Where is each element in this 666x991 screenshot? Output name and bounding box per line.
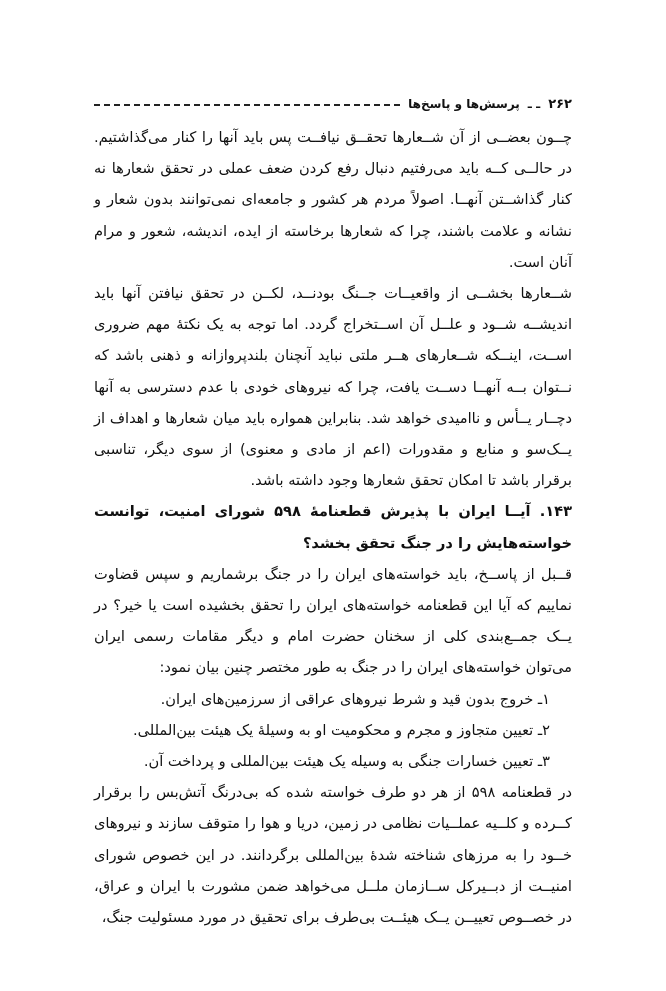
list-item-2: ۲ـ تعیین متجاوز و مجرم و محکومیت او به وسیلهٔ یک هیئت بین‌المللی. [132,721,550,739]
paragraph-1: چــون بعضــی از آن شــعارها تحقــق نیافــت پس باید آنها را کنار می‌گذاشتیم. در حالــی کــه باید می‌رفتیم دنبال رفع کردن ضعف عملی در تحقق شعارها نه کنار گذاشــتن آنهــا. اصولاً مردم هر کشور و جامعه‌ای نمی‌توانند بدون شعار و نشانه و علامت باشند، چرا که شعارها برخاسته از ایده، اندیشه، شعور و مرام آنان است. [94,129,572,271]
header-rule [94,104,400,106]
paragraph-4: در قطعنامه ۵۹۸ از هر دو طرف خواسته شده که بی‌درنگ آتش‌بس را برقرار کــرده و کلــیه عملــیات نظامی در زمین، دریا و هوا را متوقف سازند و نیروهای خــود را به مرزهای شناخته شدهٔ بین‌المللی برگردانند. در این خصوص شورای امنیــت از دبــیرکل ســازمان ملــل می‌خواهد ضمن مشورت با ایران و عراق، در خصــوص تعییــن یــک هیئــت بی‌طرف برای تحقیق در مورد مسئولیت جنگ، [94,784,572,927]
paragraph-2: شــعارها بخشــی از واقعیــات جــنگ بودنــد، لکــن در تحقق نیافتن آنها باید اندیشــه شــود و علــل آن اســتخراج گردد. اما توجه به یک نکتهٔ مهم ضروری اســت، اینــکه شــعارهای هــر ملتی نباید آنچنان بلندپروازانه و ذهنی باشد که نــتوان بــه آنهــا دســت یافت، چرا که نیروهای خودی با عدم دسترسی به آنها دچــار یــأس و ناامیدی خواهد شد. بنابراین همواره باید میان شعارها و اهداف از یــک‌سو و منابع و مقدورات (اعم از مادی و معنوی) از سوی دیگر، تناسبی برقرار باشد تا امکان تحقق شعارها وجود داشته باشد. [94,285,572,490]
list-item-1: ۱ـ خروج بدون قید و شرط نیروهای عراقی از سرزمین‌های ایران. [160,690,550,708]
list-item-3: ۳ـ تعیین خسارات جنگی به وسیله یک هیئت بین‌المللی و پرداخت آن. [143,753,550,771]
book-title: پرسش‌ها و پاسخ‌ها [408,97,520,111]
question-heading-143: ۱۴۳. آیــا ایران با پذیرش قطعنامهٔ ۵۹۸ شورای امنیت، توانست خواسته‌هایش را در جنگ تحقق بخشد؟ [94,503,572,552]
page-number: ۲۶۲ [548,96,572,112]
running-header [94,93,572,115]
header-separator: ـ ـ [527,97,541,111]
paragraph-3: قــبل از پاســخ، باید خواسته‌های ایران را در جنگ برشماریم و سپس قضاوت نماییم که آیا این قطعنامه خواسته‌های ایران را تحقق بخشیده است یا خیر؟ در یــک جمــع‌بندی کلی از سخنان حضرت امام و دیگر مقامات رسمی ایران می‌توان خواسته‌های ایران را در جنگ به طور مختصر چنین بیان نمود: [94,565,572,677]
page-body [94,122,572,933]
